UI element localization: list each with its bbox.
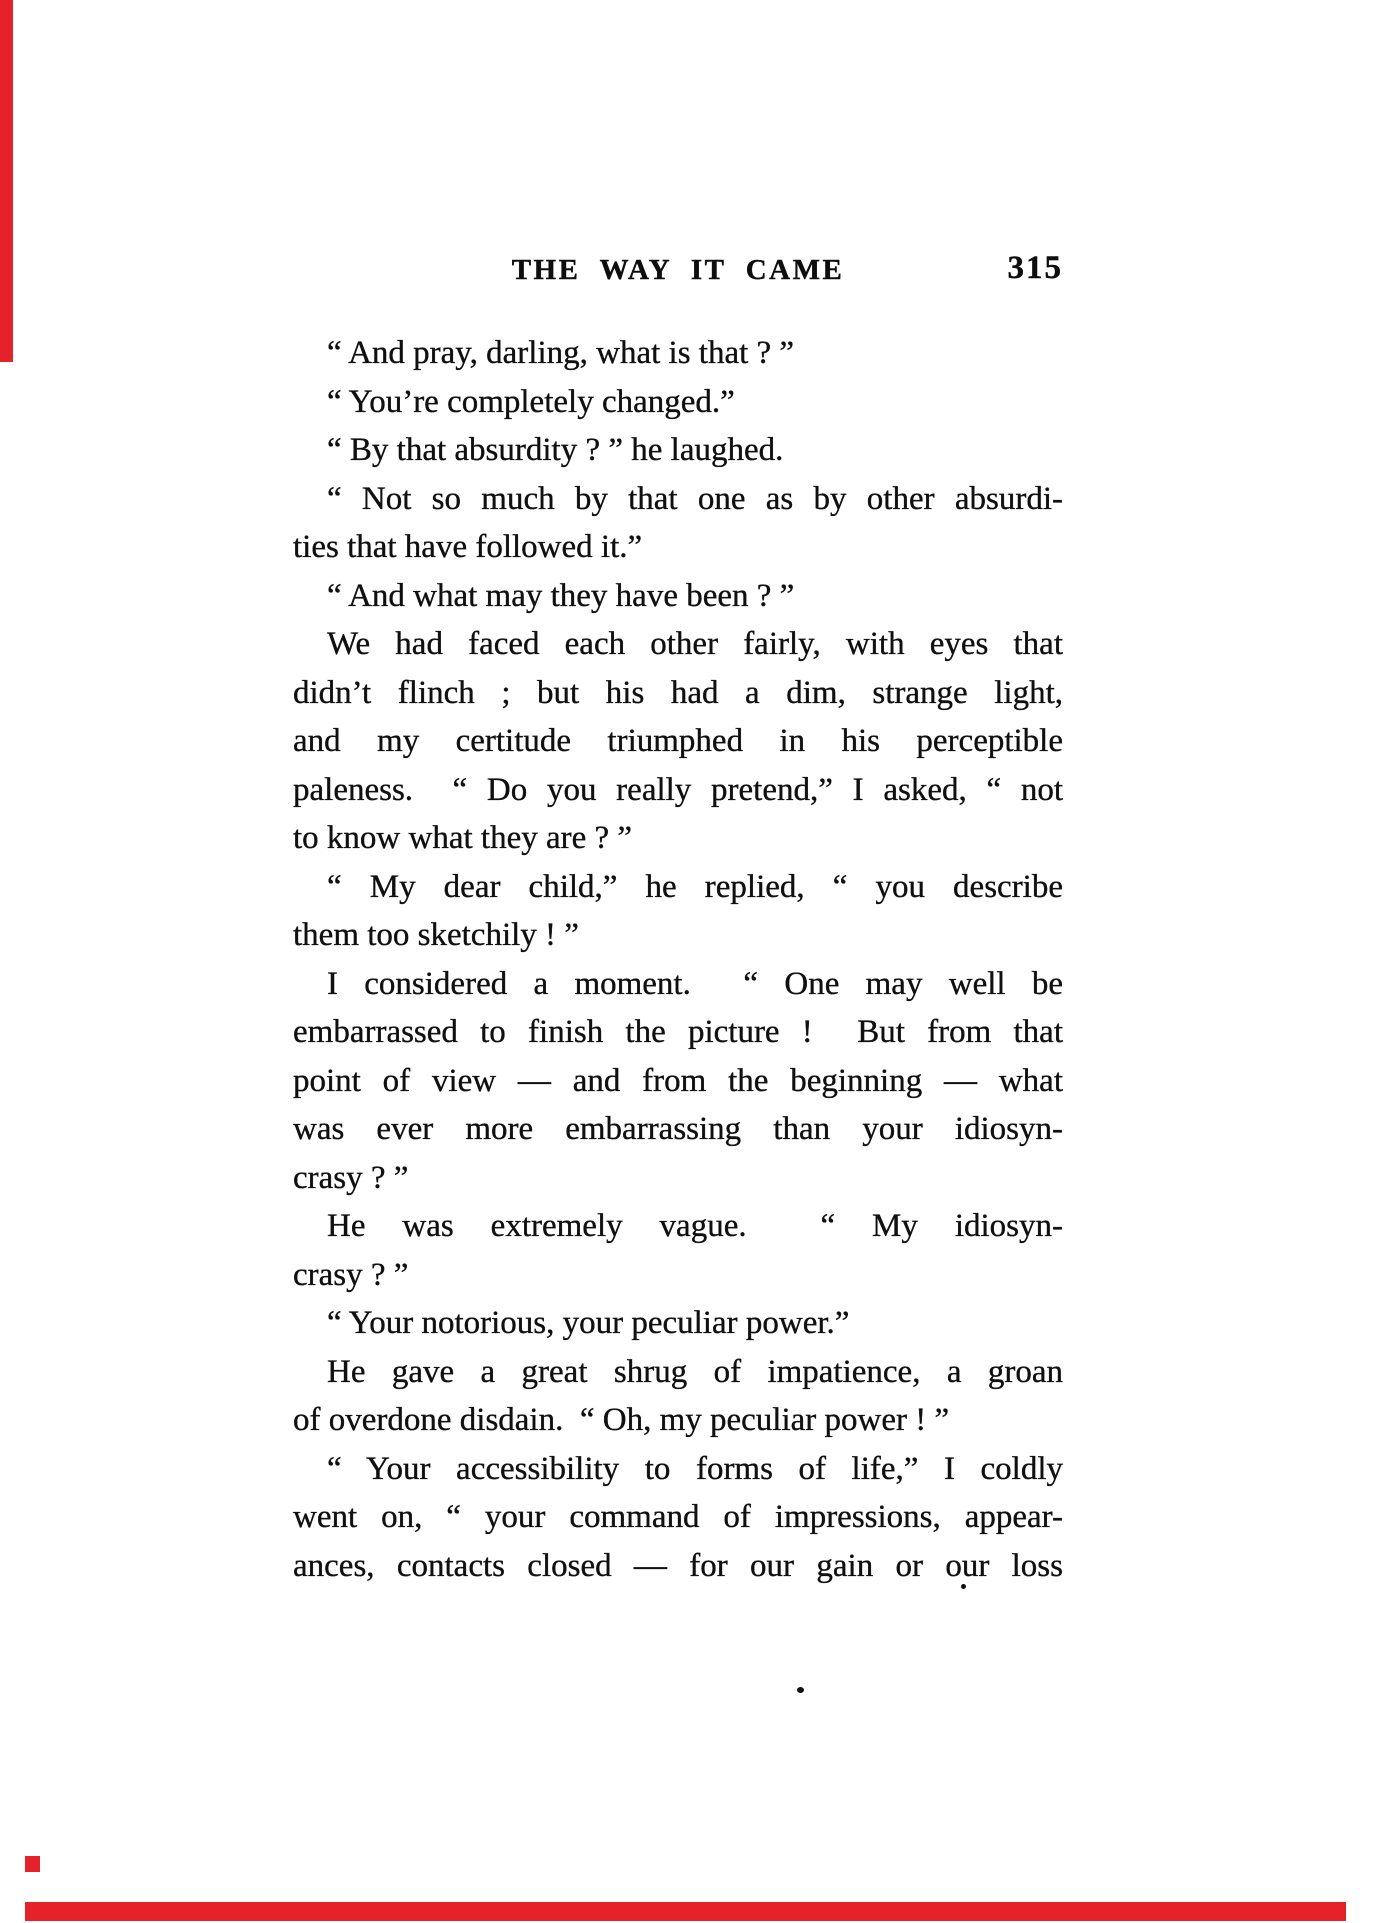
text-line: crasy ? ” (293, 1256, 409, 1293)
text-line: I considered a moment. “ One may well be (327, 965, 1063, 1002)
text-line: and my certitude triumphed in his perceptible (293, 723, 1063, 759)
text-line: “ Your accessibility to forms of life,” I coldly (327, 1450, 1063, 1487)
text-line: “ And what may they have been ? ” (327, 577, 795, 614)
text-line: “ You’re completely changed.” (327, 383, 735, 420)
scan-edge-bottom-artifact (25, 1902, 1346, 1921)
body-text-block (293, 329, 1063, 1590)
running-title: THE WAY IT CAME (511, 254, 845, 286)
text-line: was ever more embarrassing than your idiosyn- (293, 1111, 1063, 1147)
text-line: He gave a great shrug of impatience, a groan (327, 1353, 1063, 1390)
text-line: “ By that absurdity ? ” he laughed. (327, 432, 784, 468)
text-line: “ Your notorious, your peculiar power.” (327, 1305, 850, 1341)
text-line: embarrassed to finish the picture ! But from that (293, 1014, 1063, 1050)
text-line: We had faced each other fairly, with eyes that (327, 626, 1063, 662)
text-line: crasy ? ” (293, 1159, 409, 1196)
text-line: paleness. “ Do you really pretend,” I asked, “ not (293, 771, 1063, 808)
scan-edge-chip-artifact (25, 1856, 40, 1872)
text-line: point of view — and from the beginning — what (293, 1062, 1063, 1099)
running-header (293, 250, 1063, 292)
text-line: went on, “ your command of impressions, appear- (293, 1499, 1063, 1535)
text-line: “ Not so much by that one as by other absurdi- (327, 480, 1063, 517)
text-line: didn’t flinch ; but his had a dim, strange light, (293, 674, 1063, 711)
text-line: “ My dear child,” he replied, “ you describe (327, 868, 1063, 905)
text-line: He was extremely vague. “ My idiosyn- (327, 1208, 1063, 1244)
text-line: them too sketchily ! ” (293, 917, 579, 953)
ink-speck (961, 1584, 966, 1589)
text-line: “ And pray, darling, what is that ? ” (327, 335, 795, 371)
scan-edge-left-artifact (0, 0, 13, 362)
text-line: to know what they are ? ” (293, 820, 633, 856)
text-line: of overdone disdain. “ Oh, my peculiar power ! ” (293, 1402, 950, 1438)
text-line: ances, contacts closed — for our gain or our loss (293, 1547, 1063, 1584)
page-number: 315 (1007, 250, 1063, 286)
ink-speck (797, 1687, 804, 1693)
text-line: ties that have followed it.” (293, 529, 643, 565)
